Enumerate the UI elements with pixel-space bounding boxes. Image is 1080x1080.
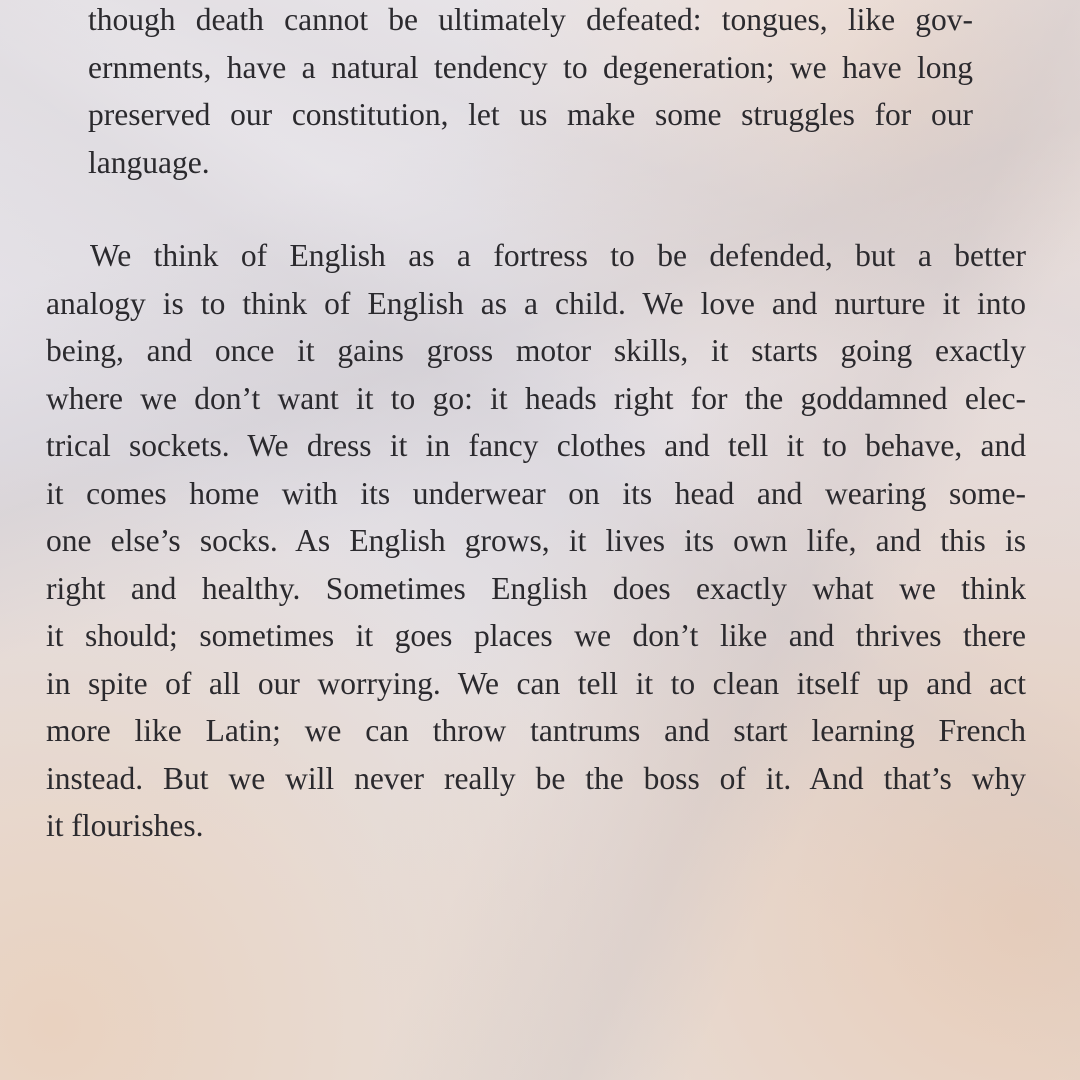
text-line: where we don’t want it to go: it heads right for the goddamned elec- bbox=[46, 380, 1026, 416]
text-line: language. bbox=[88, 144, 210, 180]
text-line: We think of English as a fortress to be defended, but a better bbox=[90, 238, 1026, 273]
text-line: ernments, have a natural tendency to degeneration; we have long bbox=[88, 49, 973, 85]
text-line: in spite of all our worrying. We can tell it to clean itself up and act bbox=[46, 665, 1026, 701]
text-line: trical sockets. We dress it in fancy clothes and tell it to behave, and bbox=[46, 428, 1026, 463]
text-line: right and healthy. Sometimes English does exactly what we think bbox=[46, 570, 1026, 606]
text-line: it should; sometimes it goes places we don’t like and thrives there bbox=[46, 618, 1026, 653]
body-paragraph bbox=[46, 232, 1026, 850]
quote-paragraph bbox=[88, 0, 973, 186]
text-line: more like Latin; we can throw tantrums and start learning French bbox=[46, 713, 1026, 748]
text-line: instead. But we will never really be the boss of it. And that’s why bbox=[46, 760, 1026, 796]
text-line: one else’s socks. As English grows, it lives its own life, and this is bbox=[46, 523, 1026, 558]
text-line: being, and once it gains gross motor skills, it starts going exactly bbox=[46, 333, 1026, 368]
text-line: though death cannot be ultimately defeated: tongues, like gov- bbox=[88, 2, 973, 37]
text-line: it flourishes. bbox=[46, 808, 204, 843]
text-line: preserved our constitution, let us make some struggles for our bbox=[88, 97, 973, 132]
text-line: it comes home with its underwear on its head and wearing some- bbox=[46, 475, 1026, 511]
text-line: analogy is to think of English as a child. We love and nurture it into bbox=[46, 285, 1026, 321]
